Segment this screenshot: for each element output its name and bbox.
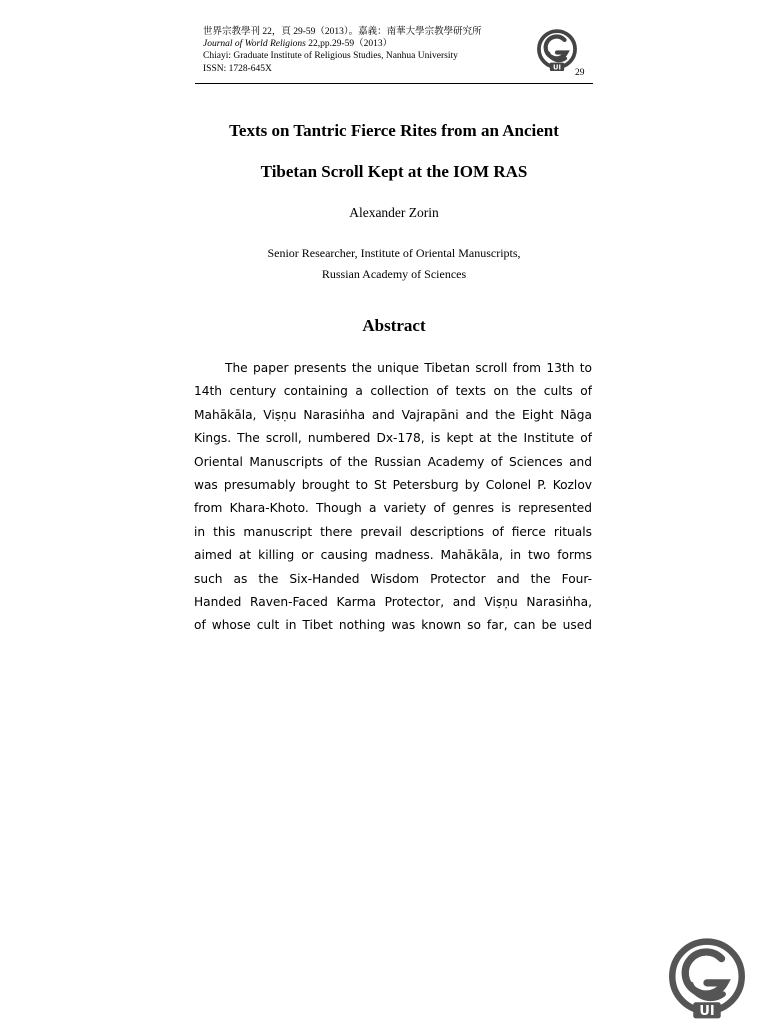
paper-title-line-1: Texts on Tantric Fierce Rites from an Ancient — [229, 121, 559, 140]
abstract-line: Mahākāla, Viṣṇu Narasiṅha and Vajrapāni and the Eight Nāga — [194, 407, 592, 422]
institute-logo-icon — [536, 28, 578, 72]
logo-letters: UI — [699, 1004, 715, 1020]
abstract-line: The paper presents the unique Tibetan scroll from 13th to — [225, 361, 592, 375]
page-number: 29 — [575, 68, 585, 78]
author-affiliation-line-1: Senior Researcher, Institute of Oriental Manuscripts, — [267, 246, 521, 260]
journal-name: Journal of World Religions — [203, 39, 306, 50]
paper-title-line-2: Tibetan Scroll Kept at the IOM RAS — [260, 162, 528, 181]
header-journal-citation — [203, 38, 593, 50]
abstract-line: was presumably brought to St Petersburg by Colonel P. Kozlov — [194, 477, 592, 492]
logo-letters: UI — [553, 63, 561, 72]
abstract-line: 14th century containing a collection of texts on the cults of — [194, 384, 592, 399]
abstract-line: such as the Six-Handed Wisdom Protector and the Four- — [194, 571, 592, 586]
abstract-line: in this manuscript there prevail descriptions of fierce rituals — [194, 524, 592, 539]
journal-header — [203, 26, 593, 75]
journal-volume-pages: 22,pp.29-59（2013） — [305, 39, 393, 50]
abstract-heading: Abstract — [362, 316, 426, 335]
header-chinese-citation: 世界宗教學刊 22，頁 29-59（2013）。嘉義：南華大學宗教學研究所 — [203, 27, 482, 37]
abstract-line: from Khara-Khoto. Though a variety of genres is represented — [194, 501, 592, 516]
header-issn: ISSN: 1728-645X — [203, 63, 272, 74]
watermark-logo-icon — [666, 936, 748, 1020]
abstract-line: of whose cult in Tibet nothing was known so far, can be used — [194, 618, 592, 633]
abstract-body — [194, 357, 592, 638]
author-name: Alexander Zorin — [349, 205, 439, 220]
header-rule — [195, 83, 593, 84]
abstract-line: Kings. The scroll, numbered Dx-178, is kept at the Institute of — [194, 431, 592, 446]
header-publisher: Chiayi: Graduate Institute of Religious Studies, Nanhua University — [203, 51, 458, 62]
abstract-line: Oriental Manuscripts of the Russian Academy of Sciences and — [194, 454, 592, 469]
abstract-line: Handed Raven-Faced Karma Protector, and Viṣṇu Narasiṅha, — [194, 594, 592, 609]
author-affiliation-line-2: Russian Academy of Sciences — [321, 267, 467, 281]
abstract-line: aimed at killing or causing madness. Mahākāla, in two forms — [194, 548, 592, 563]
